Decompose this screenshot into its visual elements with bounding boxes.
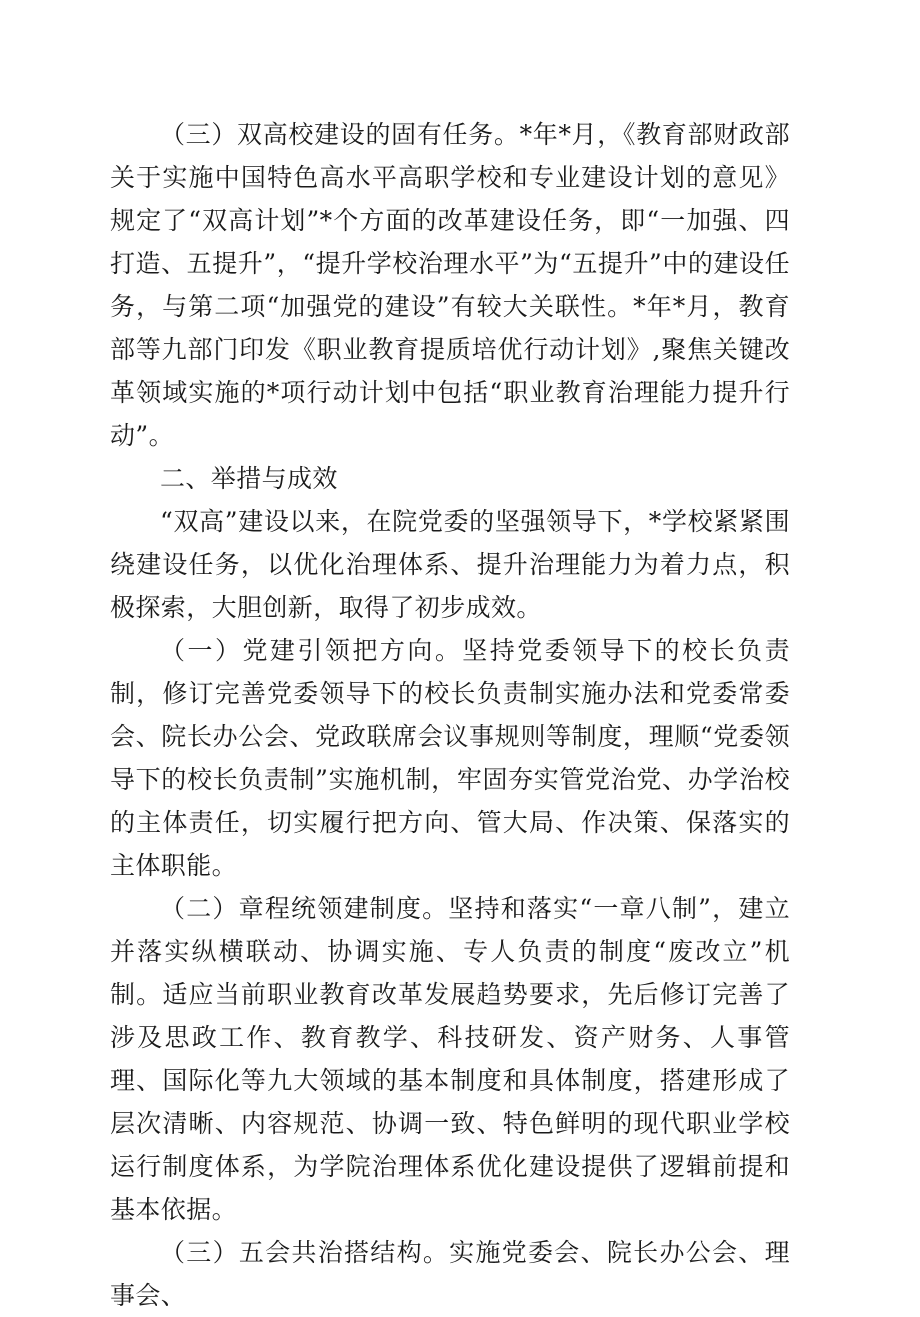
paragraph-five-councils: （三）五会共治搭结构。实施党委会、院长办公会、理事会、 [110, 1238, 790, 1310]
section-heading-measures: 二、举措与成效 [160, 464, 338, 493]
paragraph-measures-intro: “双高”建设以来，在院党委的坚强领导下，*学校紧紧围绕建设任务，以优化治理体系、提升治理能力为着力点，积极探索，大胆创新，取得了初步成效。 [110, 507, 790, 622]
document-body [110, 113, 790, 1317]
paragraph-charter-system: （二）章程统领建制度。坚持和落实“一章八制”，建立并落实纵横联动、协调实施、专人负责的制度“废改立”机制。适应当前职业教育改革发展趋势要求，先后修订完善了涉及思政工作、教育教学、科技研发、资产财务、人事管理、国际化等九大领域的基本制度和具体制度，搭建形成了层次清晰、内容规范、协调一致、特色鲜明的现代职业学校运行制度体系，为学院治理体系优化建设提供了逻辑前提和基本依据。 [110, 894, 790, 1224]
paragraph-party-leadership: （一）党建引领把方向。坚持党委领导下的校长负责制，修订完善党委领导下的校长负责制实施办法和党委常委会、院长办公会、党政联席会议事规则等制度，理顺“党委领导下的校长负责制”实施机制，牢固夯实管党治党、办学治校的主体责任，切实履行把方向、管大局、作决策、保落实的主体职能。 [110, 636, 790, 880]
paragraph-double-high-tasks: （三）双高校建设的固有任务。*年*月，《教育部财政部关于实施中国特色高水平高职学校和专业建设计划的意见》规定了“双高计划”*个方面的改革建设任务，即“一加强、四打造、五提升”，“提升学校治理水平”为“五提升”中的建设任务，与第二项“加强党的建设”有较大关联性。*年*月，教育部等九部门印发《职业教育提质培优行动计划》,聚焦关键改革领域实施的*项行动计划中包括“职业教育治理能力提升行动”。 [110, 120, 790, 450]
